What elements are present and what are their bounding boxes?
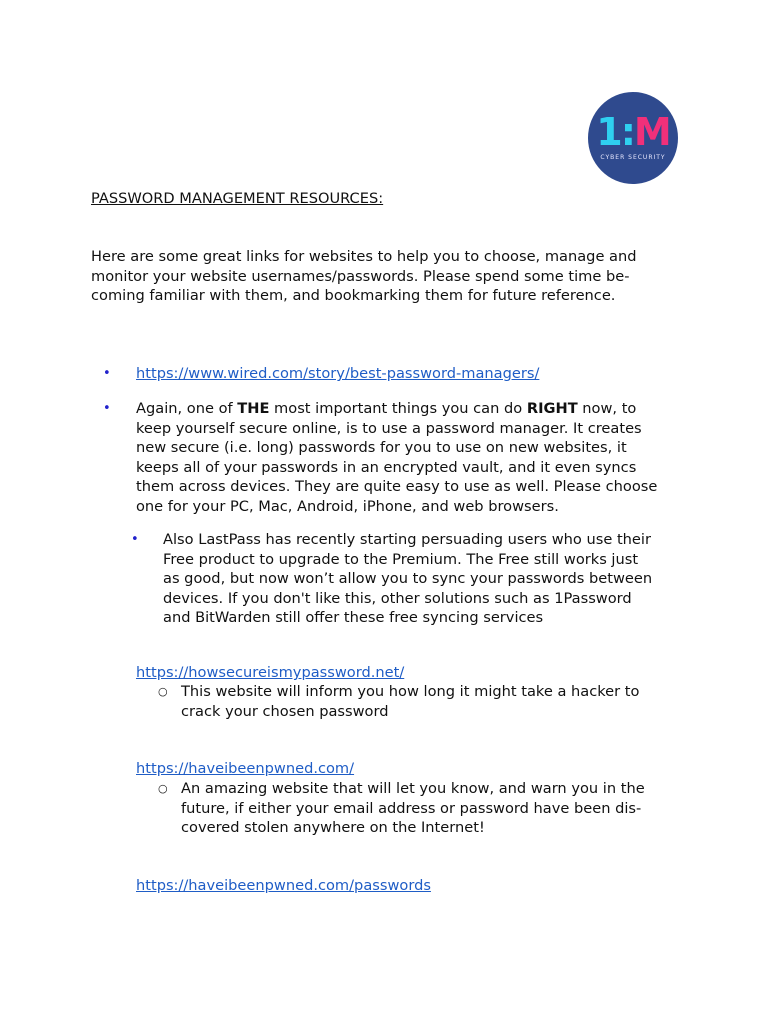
page-heading: PASSWORD MANAGEMENT RESOURCES: (91, 190, 384, 207)
paragraph-line: them across devices. They are quite easy to use as well. Please choose (136, 478, 658, 496)
bullet-dot: • (103, 401, 111, 416)
haveibeenpwned-description (181, 779, 645, 838)
paragraph-line: future, if either your email address or password have been dis- (181, 799, 642, 817)
intro-line: Here are some great links for websites to help you to choose, manage and (91, 248, 637, 265)
paragraph-line: Free product to upgrade to the Premium. The Free still works just (163, 550, 639, 568)
paragraph-line: keep yourself secure online, is to use a password manager. It creates (136, 419, 642, 437)
paragraph-line: This website will inform you how long it might take a hacker to (181, 683, 640, 700)
wired-link[interactable]: https://www.wired.com/story/best-password-managers/ (136, 365, 540, 382)
text-run: now, to (577, 400, 637, 417)
bullet-dot: • (103, 366, 111, 381)
logo-mark-one: 1 (596, 110, 621, 154)
password-manager-paragraph (136, 399, 657, 517)
paragraph-line (136, 399, 657, 419)
intro-line: monitor your website usernames/passwords. Please spend some time be- (91, 267, 630, 285)
paragraph-line: one for your PC, Mac, Android, iPhone, and web browsers. (136, 497, 559, 515)
bold-right: RIGHT (526, 400, 578, 417)
lastpass-paragraph (163, 530, 652, 628)
logo-subtitle: CYBER SECURITY (600, 154, 666, 161)
howsecureismypassword-link[interactable]: https://howsecureismypassword.net/ (136, 664, 405, 681)
text-run: most important things you can do (269, 400, 527, 417)
company-logo (588, 92, 678, 184)
paragraph-line: covered stolen anywhere on the Internet! (181, 819, 485, 837)
circle-bullet: ○ (158, 685, 168, 698)
bullet-dot: • (131, 532, 139, 547)
logo-mark-colon: : (620, 110, 634, 154)
paragraph-line: devices. If you don't like this, other solutions such as 1Password (163, 589, 632, 607)
paragraph-line: An amazing website that will let you know, and warn you in the (181, 780, 645, 797)
paragraph-line: keeps all of your passwords in an encrypted vault, and it even syncs (136, 458, 637, 476)
circle-bullet: ○ (158, 782, 168, 795)
paragraph-line: new secure (i.e. long) passwords for you to use on new websites, it (136, 439, 627, 457)
paragraph-line: crack your chosen password (181, 702, 389, 720)
paragraph-line: and BitWarden still offer these free syncing services (163, 609, 544, 627)
haveibeenpwned-passwords-link[interactable]: https://haveibeenpwned.com/passwords (136, 877, 431, 894)
text-run: Again, one of (136, 400, 238, 417)
intro-paragraph (91, 247, 637, 306)
paragraph-line: as good, but now won’t allow you to sync your passwords between (163, 570, 653, 588)
haveibeenpwned-link[interactable]: https://haveibeenpwned.com/ (136, 760, 355, 777)
paragraph-line: Also LastPass has recently starting persuading users who use their (163, 531, 651, 548)
bold-the: THE (237, 400, 270, 417)
intro-line: coming familiar with them, and bookmarking them for future reference. (91, 287, 616, 305)
logo-mark (588, 112, 678, 152)
howsecure-description (181, 682, 639, 721)
logo-mark-m: M (633, 110, 670, 154)
